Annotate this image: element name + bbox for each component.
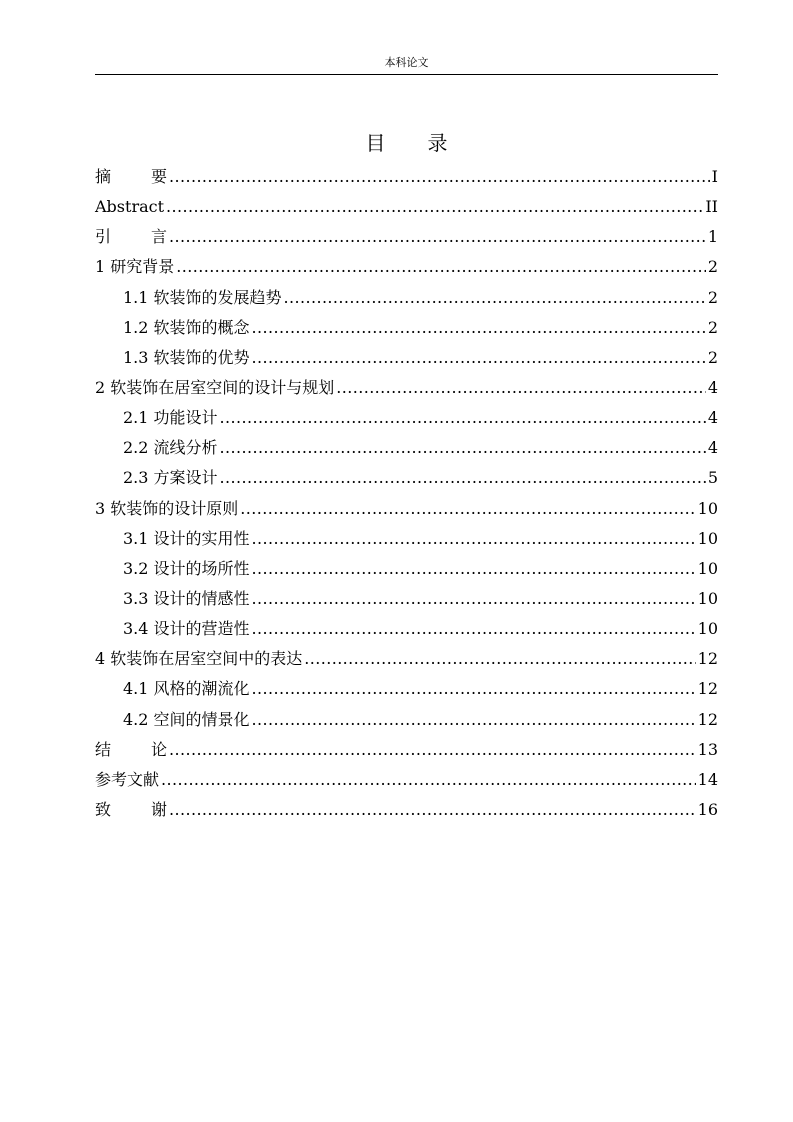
- toc-title: [95, 128, 718, 158]
- toc-dot-leader: [252, 318, 706, 338]
- toc-entry-label: 1 研究背景: [95, 257, 175, 277]
- toc-entry-page-number: 10: [697, 589, 718, 609]
- toc-entry[interactable]: [95, 584, 718, 614]
- toc-entry-label: Abstract: [95, 197, 165, 217]
- toc-dot-leader: [252, 348, 706, 368]
- toc-dot-leader: [252, 559, 696, 579]
- toc-entry-page-number: 16: [697, 800, 718, 820]
- toc-entry-label: 1.3 软装饰的优势: [123, 347, 250, 367]
- toc-dot-leader: [304, 649, 695, 669]
- running-header: [95, 56, 718, 75]
- toc-entry[interactable]: [95, 283, 718, 313]
- toc-dot-leader: [252, 679, 696, 699]
- toc-dot-leader: [252, 529, 696, 549]
- toc-entry-label: 4 软装饰在居室空间中的表达: [95, 649, 303, 669]
- toc-entry-label: 致谢: [95, 800, 208, 820]
- toc-entry-label: 3.4 设计的营造性: [123, 619, 250, 639]
- toc-entry[interactable]: [95, 343, 718, 373]
- toc-entry[interactable]: [95, 674, 718, 704]
- toc-list: [95, 162, 718, 825]
- toc-entry[interactable]: [95, 795, 718, 825]
- toc-entry-page-number: 4: [707, 378, 718, 398]
- toc-dot-leader: [336, 378, 706, 398]
- toc-entry[interactable]: [95, 705, 718, 735]
- toc-entry[interactable]: [95, 735, 718, 765]
- toc-entry[interactable]: [95, 494, 718, 524]
- toc-dot-leader: [169, 167, 710, 187]
- toc-dot-leader: [252, 619, 696, 639]
- toc-dot-leader: [240, 499, 695, 519]
- toc-entry-page-number: 5: [707, 468, 718, 488]
- toc-entry-label: 1.2 软装饰的概念: [123, 317, 250, 337]
- toc-entry-label: 参考文献: [95, 769, 160, 789]
- toc-entry-label: 3.2 设计的场所性: [123, 558, 250, 578]
- toc-dot-leader: [252, 710, 696, 730]
- toc-dot-leader: [161, 770, 696, 790]
- toc-entry-page-number: 2: [707, 287, 718, 307]
- toc-entry[interactable]: [95, 192, 718, 222]
- toc-title-part-2: 录: [427, 131, 448, 155]
- toc-entry-label: 2.2 流线分析: [123, 438, 218, 458]
- toc-entry-page-number: 14: [697, 769, 718, 789]
- toc-entry-page-number: II: [705, 197, 718, 217]
- toc-entry[interactable]: [95, 765, 718, 795]
- toc-entry-label: 2.3 方案设计: [123, 468, 218, 488]
- toc-entry-label: 4.2 空间的情景化: [123, 709, 250, 729]
- toc-entry[interactable]: [95, 614, 718, 644]
- toc-title-part-1: 目: [365, 131, 386, 155]
- toc-entry-page-number: 2: [707, 347, 718, 367]
- toc-entry-page-number: 4: [707, 408, 718, 428]
- toc-entry[interactable]: [95, 373, 718, 403]
- toc-entry-label: 结论: [95, 739, 208, 759]
- toc-entry-page-number: 12: [697, 649, 718, 669]
- toc-dot-leader: [176, 257, 706, 277]
- toc-entry-page-number: 1: [707, 227, 718, 247]
- toc-entry-label: 摘要: [95, 167, 208, 187]
- toc-entry[interactable]: [95, 433, 718, 463]
- toc-entry-label: 引言: [95, 227, 208, 247]
- toc-entry-page-number: I: [711, 167, 718, 187]
- toc-dot-leader: [252, 589, 696, 609]
- toc-dot-leader: [220, 468, 706, 488]
- toc-dot-leader: [166, 197, 703, 217]
- toc-entry-label: 2.1 功能设计: [123, 408, 218, 428]
- toc-entry-label: 3.3 设计的情感性: [123, 589, 250, 609]
- toc-entry[interactable]: [95, 644, 718, 674]
- toc-entry-label: 2 软装饰在居室空间的设计与规划: [95, 378, 335, 398]
- toc-dot-leader: [220, 408, 706, 428]
- toc-entry[interactable]: [95, 222, 718, 252]
- toc-entry[interactable]: [95, 313, 718, 343]
- toc-entry[interactable]: [95, 463, 718, 493]
- toc-entry-label: 4.1 风格的潮流化: [123, 679, 250, 699]
- toc-entry-page-number: 12: [697, 679, 718, 699]
- toc-entry-label: 1.1 软装饰的发展趋势: [123, 287, 282, 307]
- toc-entry-page-number: 13: [697, 739, 718, 759]
- toc-entry-page-number: 10: [697, 619, 718, 639]
- toc-entry-page-number: 4: [707, 438, 718, 458]
- toc-entry-page-number: 10: [697, 498, 718, 518]
- toc-entry[interactable]: [95, 554, 718, 584]
- toc-dot-leader: [220, 438, 706, 458]
- toc-dot-leader: [169, 800, 696, 820]
- toc-entry-page-number: 12: [697, 709, 718, 729]
- toc-entry[interactable]: [95, 403, 718, 433]
- toc-entry-page-number: 10: [697, 558, 718, 578]
- toc-entry[interactable]: [95, 524, 718, 554]
- toc-dot-leader: [169, 227, 706, 247]
- toc-entry-page-number: 10: [697, 528, 718, 548]
- toc-entry[interactable]: [95, 162, 718, 192]
- running-header-title: 本科论文: [384, 56, 429, 69]
- toc-entry-label: 3.1 设计的实用性: [123, 528, 250, 548]
- toc-entry-page-number: 2: [707, 257, 718, 277]
- toc-dot-leader: [284, 288, 706, 308]
- toc-entry[interactable]: [95, 252, 718, 282]
- toc-entry-page-number: 2: [707, 317, 718, 337]
- toc-dot-leader: [169, 740, 696, 760]
- toc-entry-label: 3 软装饰的设计原则: [95, 498, 239, 518]
